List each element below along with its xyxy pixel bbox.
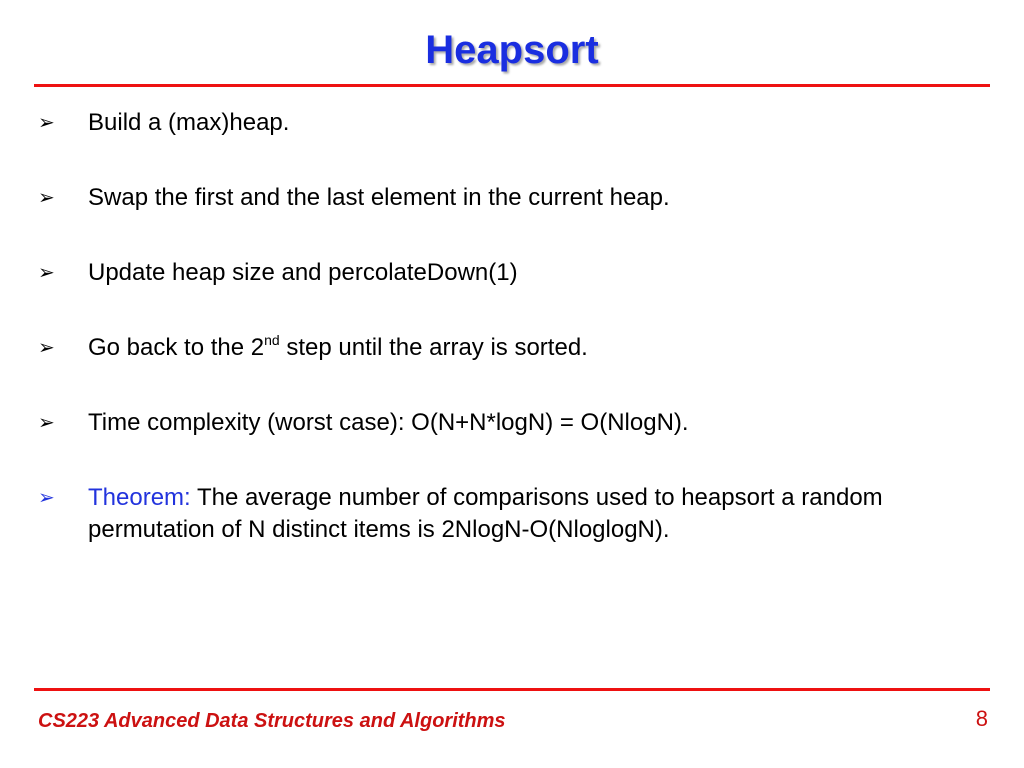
bullet-text: Time complexity (worst case): O(N+N*logN) = O(NlogN). [88,409,689,436]
bullet-text-before: Go back to the 2 [88,334,265,361]
arrow-bullet-icon: ➢ [38,187,55,209]
slide-title: Heapsort [425,28,599,72]
footer-divider [34,688,990,691]
theorem-text: The average number of comparisons used to heapsort a random permutation of N distinct items is 2NlogN-O(NloglogN). [88,484,883,543]
bullet-text: Swap the first and the last element in the current heap. [88,184,670,211]
page-number: 8 [975,706,988,731]
course-footer: CS223 Advanced Data Structures and Algorithms [38,710,506,732]
arrow-bullet-icon: ➢ [38,262,55,284]
bullet-text-after: step until the array is sorted. [279,334,588,361]
ordinal-superscript: nd [264,332,280,348]
bullet-repeat [36,332,986,364]
arrow-bullet-icon: ➢ [38,412,55,434]
bullet-theorem [36,482,986,546]
title-divider [34,84,990,87]
bullet-text: Build a (max)heap. [88,109,290,136]
bullet-text: Update heap size and percolateDown(1) [88,259,518,286]
bullet-complexity [36,407,986,439]
bullet-swap [36,182,986,214]
arrow-bullet-icon: ➢ [38,487,55,509]
arrow-bullet-icon: ➢ [38,337,55,359]
bullet-build-heap [36,107,986,139]
bullet-list [36,107,986,546]
bullet-percolate [36,257,986,289]
arrow-bullet-icon: ➢ [38,112,55,134]
theorem-label: Theorem: [88,484,191,511]
